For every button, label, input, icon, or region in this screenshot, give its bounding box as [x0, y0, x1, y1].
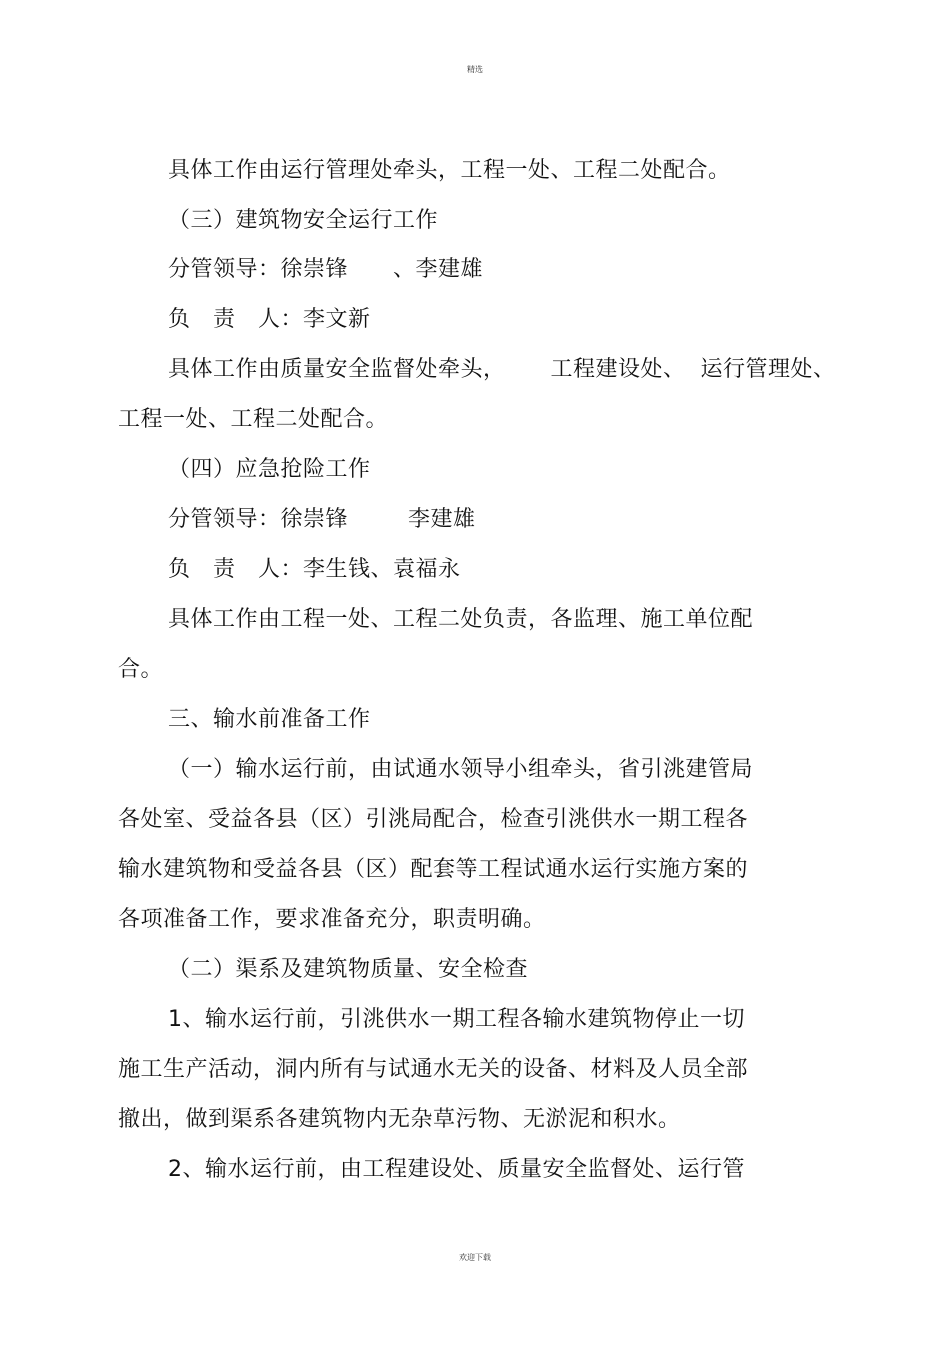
text-line: 负 责 人：李生钱、袁福永 [168, 557, 461, 582]
text-line: （一）输水运行前，由试通水领导小组牵头，省引洮建管局 [168, 757, 754, 782]
text-line: 各项准备工作，要求准备充分，职责明确。 [118, 907, 546, 932]
text-line: 三、输水前准备工作 [168, 707, 371, 732]
text-line: 分管领导：徐崇锋 李建雄 [168, 507, 476, 532]
text-line: 合。 [118, 657, 164, 682]
text-line: 负 责 人：李文新 [168, 307, 371, 332]
text-line: 2、输水运行前，由工程建设处、质量安全监督处、运行管 [168, 1157, 745, 1182]
text-line: 撤出，做到渠系各建筑物内无杂草污物、无淤泥和积水。 [118, 1107, 681, 1132]
text-line: 具体工作由运行管理处牵头，工程一处、工程二处配合。 [168, 158, 731, 183]
text-line: 分管领导：徐崇锋 、李建雄 [168, 257, 483, 282]
text-line: 施工生产活动，洞内所有与试通水无关的设备、材料及人员全部 [118, 1057, 749, 1082]
text-line: （三）建筑物安全运行工作 [168, 208, 439, 233]
text-line: 具体工作由工程一处、工程二处负责，各监理、施工单位配 [168, 607, 754, 632]
text-line: （四）应急抢险工作 [168, 457, 371, 482]
page-header: 精选 [467, 65, 483, 74]
text-line: 工程一处、工程二处配合。 [118, 407, 389, 432]
page-footer: 欢迎下载 [459, 1253, 491, 1262]
text-line: 1、输水运行前，引洮供水一期工程各输水建筑物停止一切 [168, 1007, 745, 1032]
text-line: 具体工作由质量安全监督处牵头， 工程建设处、 运行管理处、 [168, 357, 836, 382]
text-line: 各处室、受益各县（区）引洮局配合，检查引洮供水一期工程各 [118, 807, 749, 832]
text-line: 输水建筑物和受益各县（区）配套等工程试通水运行实施方案的 [118, 857, 749, 882]
text-line: （二）渠系及建筑物质量、安全检查 [168, 957, 529, 982]
